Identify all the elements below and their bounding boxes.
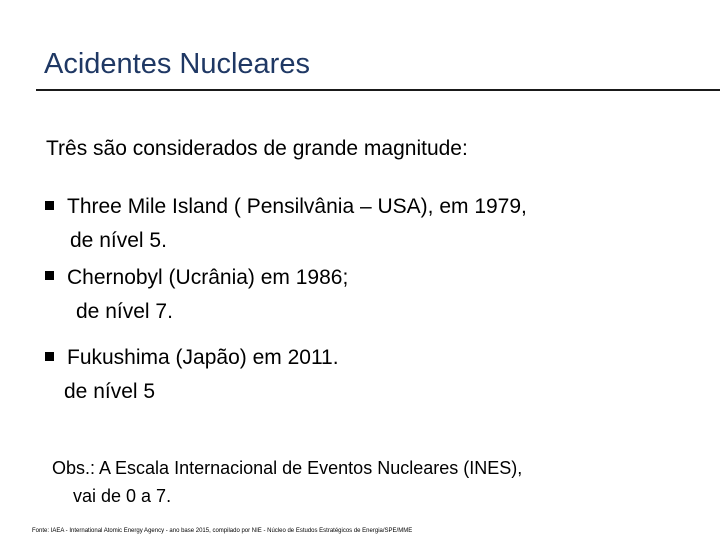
bullet-3-level: de nível 5 [64, 380, 156, 403]
source-footnote: Fonte: IAEA - International Atomic Energy Agency - ano base 2015, compilado por NIE - Núcleo de Estudos Estratégicos de Energia/SPE/MME [32, 528, 413, 534]
bullet-square-icon [45, 271, 54, 280]
bullet-1-level: de nível 5. [70, 229, 167, 252]
bullet-square-icon [45, 201, 54, 210]
obs-note-line-1: Obs.: A Escala Internacional de Eventos Nucleares (INES), [52, 458, 523, 478]
bullet-3-text: Fukushima (Japão) em 2011. [67, 346, 339, 369]
intro-text: Três são considerados de grande magnitude: [46, 137, 468, 160]
title-divider [36, 89, 720, 91]
slide-title: Acidentes Nucleares [44, 48, 310, 80]
bullet-2-text: Chernobyl (Ucrânia) em 1986; [67, 266, 349, 289]
bullet-2-level: de nível 7. [76, 300, 173, 323]
obs-note-line-2: vai de 0 a 7. [73, 486, 172, 506]
bullet-square-icon [45, 352, 54, 361]
bullet-1-text: Three Mile Island ( Pensilvânia – USA), em 1979, [67, 195, 527, 218]
